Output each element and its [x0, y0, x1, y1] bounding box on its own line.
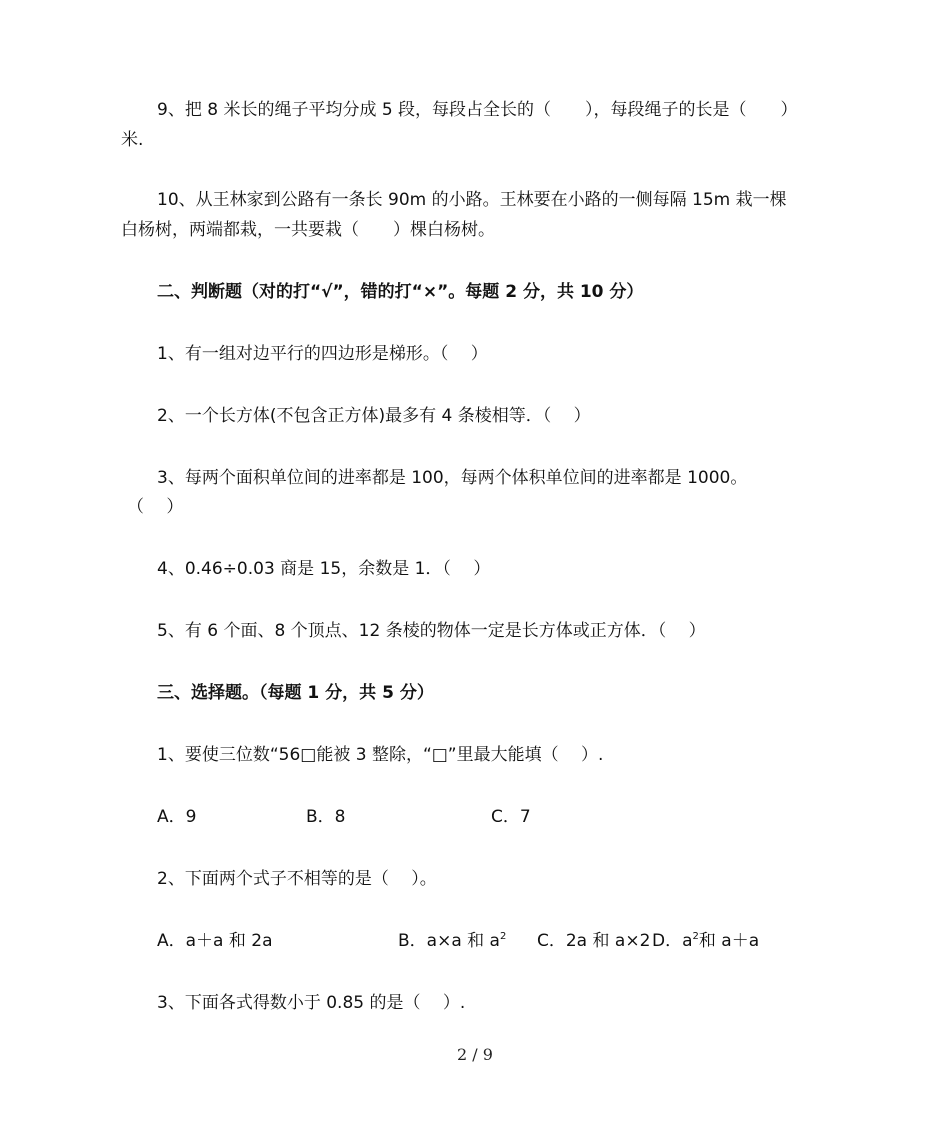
q9-line1: 9、把 8 米长的绳子平均分成 5 段，每段占全长的（ ），每段绳子的长是（ ）	[157, 100, 798, 120]
judge-item-4: 4、0.46÷0.03 商是 15，余数是 1．（ ）	[157, 559, 491, 579]
page-number: 2 / 9	[457, 1045, 493, 1064]
judge-item-3: 3、每两个面积单位间的进率都是 100，每两个体积单位间的进率都是 1000。	[157, 468, 748, 488]
choice-q2-option-b-text: B．a×a 和 a	[398, 931, 500, 951]
choice-q2-option-c: C．2a 和 a×2	[537, 931, 651, 951]
choice-q2-option-a: A．a＋a 和 2a	[157, 931, 273, 951]
choice-q2-option-d-text: D．a	[652, 931, 693, 951]
choice-q2-option-b-exponent: 2	[499, 931, 507, 942]
choice-q2-stem: 2、下面两个式子不相等的是（ ）。	[157, 869, 437, 889]
section2-heading: 二、判断题（对的打“√”，错的打“×”。每题 2 分，共 10 分）	[157, 282, 644, 302]
choice-q2-option-d	[652, 930, 759, 952]
choice-q1-option-b: B．8	[306, 807, 346, 827]
choice-q1-option-a: A．9	[157, 807, 197, 827]
choice-q2-option-d-tail: 和 a＋a	[698, 931, 760, 951]
judge-item-5: 5、有 6 个面、8 个顶点、12 条棱的物体一定是长方体或正方体．（ ）	[157, 621, 706, 641]
choice-q1-option-c: C．7	[491, 807, 531, 827]
judge-item-3-paren: （ ）	[127, 497, 184, 517]
choice-q1-stem: 1、要使三位数“56□能被 3 整除，“□”里最大能填（ ）.	[157, 745, 604, 765]
section3-heading: 三、选择题。（每题 1 分，共 5 分）	[157, 683, 434, 703]
choice-q2-option-b	[398, 930, 506, 952]
q10-line1: 10、从王林家到公路有一条长 90m 的小路。王林要在小路的一侧每隔 15m 栽一棵	[157, 190, 787, 210]
judge-item-2: 2、一个长方体(不包含正方体)最多有 4 条棱相等．（ ）	[157, 406, 591, 426]
choice-q2-option-d-exponent: 2	[692, 931, 699, 942]
choice-q3-stem: 3、下面各式得数小于 0.85 的是（ ）.	[157, 993, 466, 1013]
judge-item-1: 1、有一组对边平行的四边形是梯形。（ ）	[157, 344, 488, 364]
q10-line2: 白杨树，两端都栽，一共要栽（ ）棵白杨树。	[121, 220, 495, 240]
q9-line2: 米.	[121, 130, 144, 150]
